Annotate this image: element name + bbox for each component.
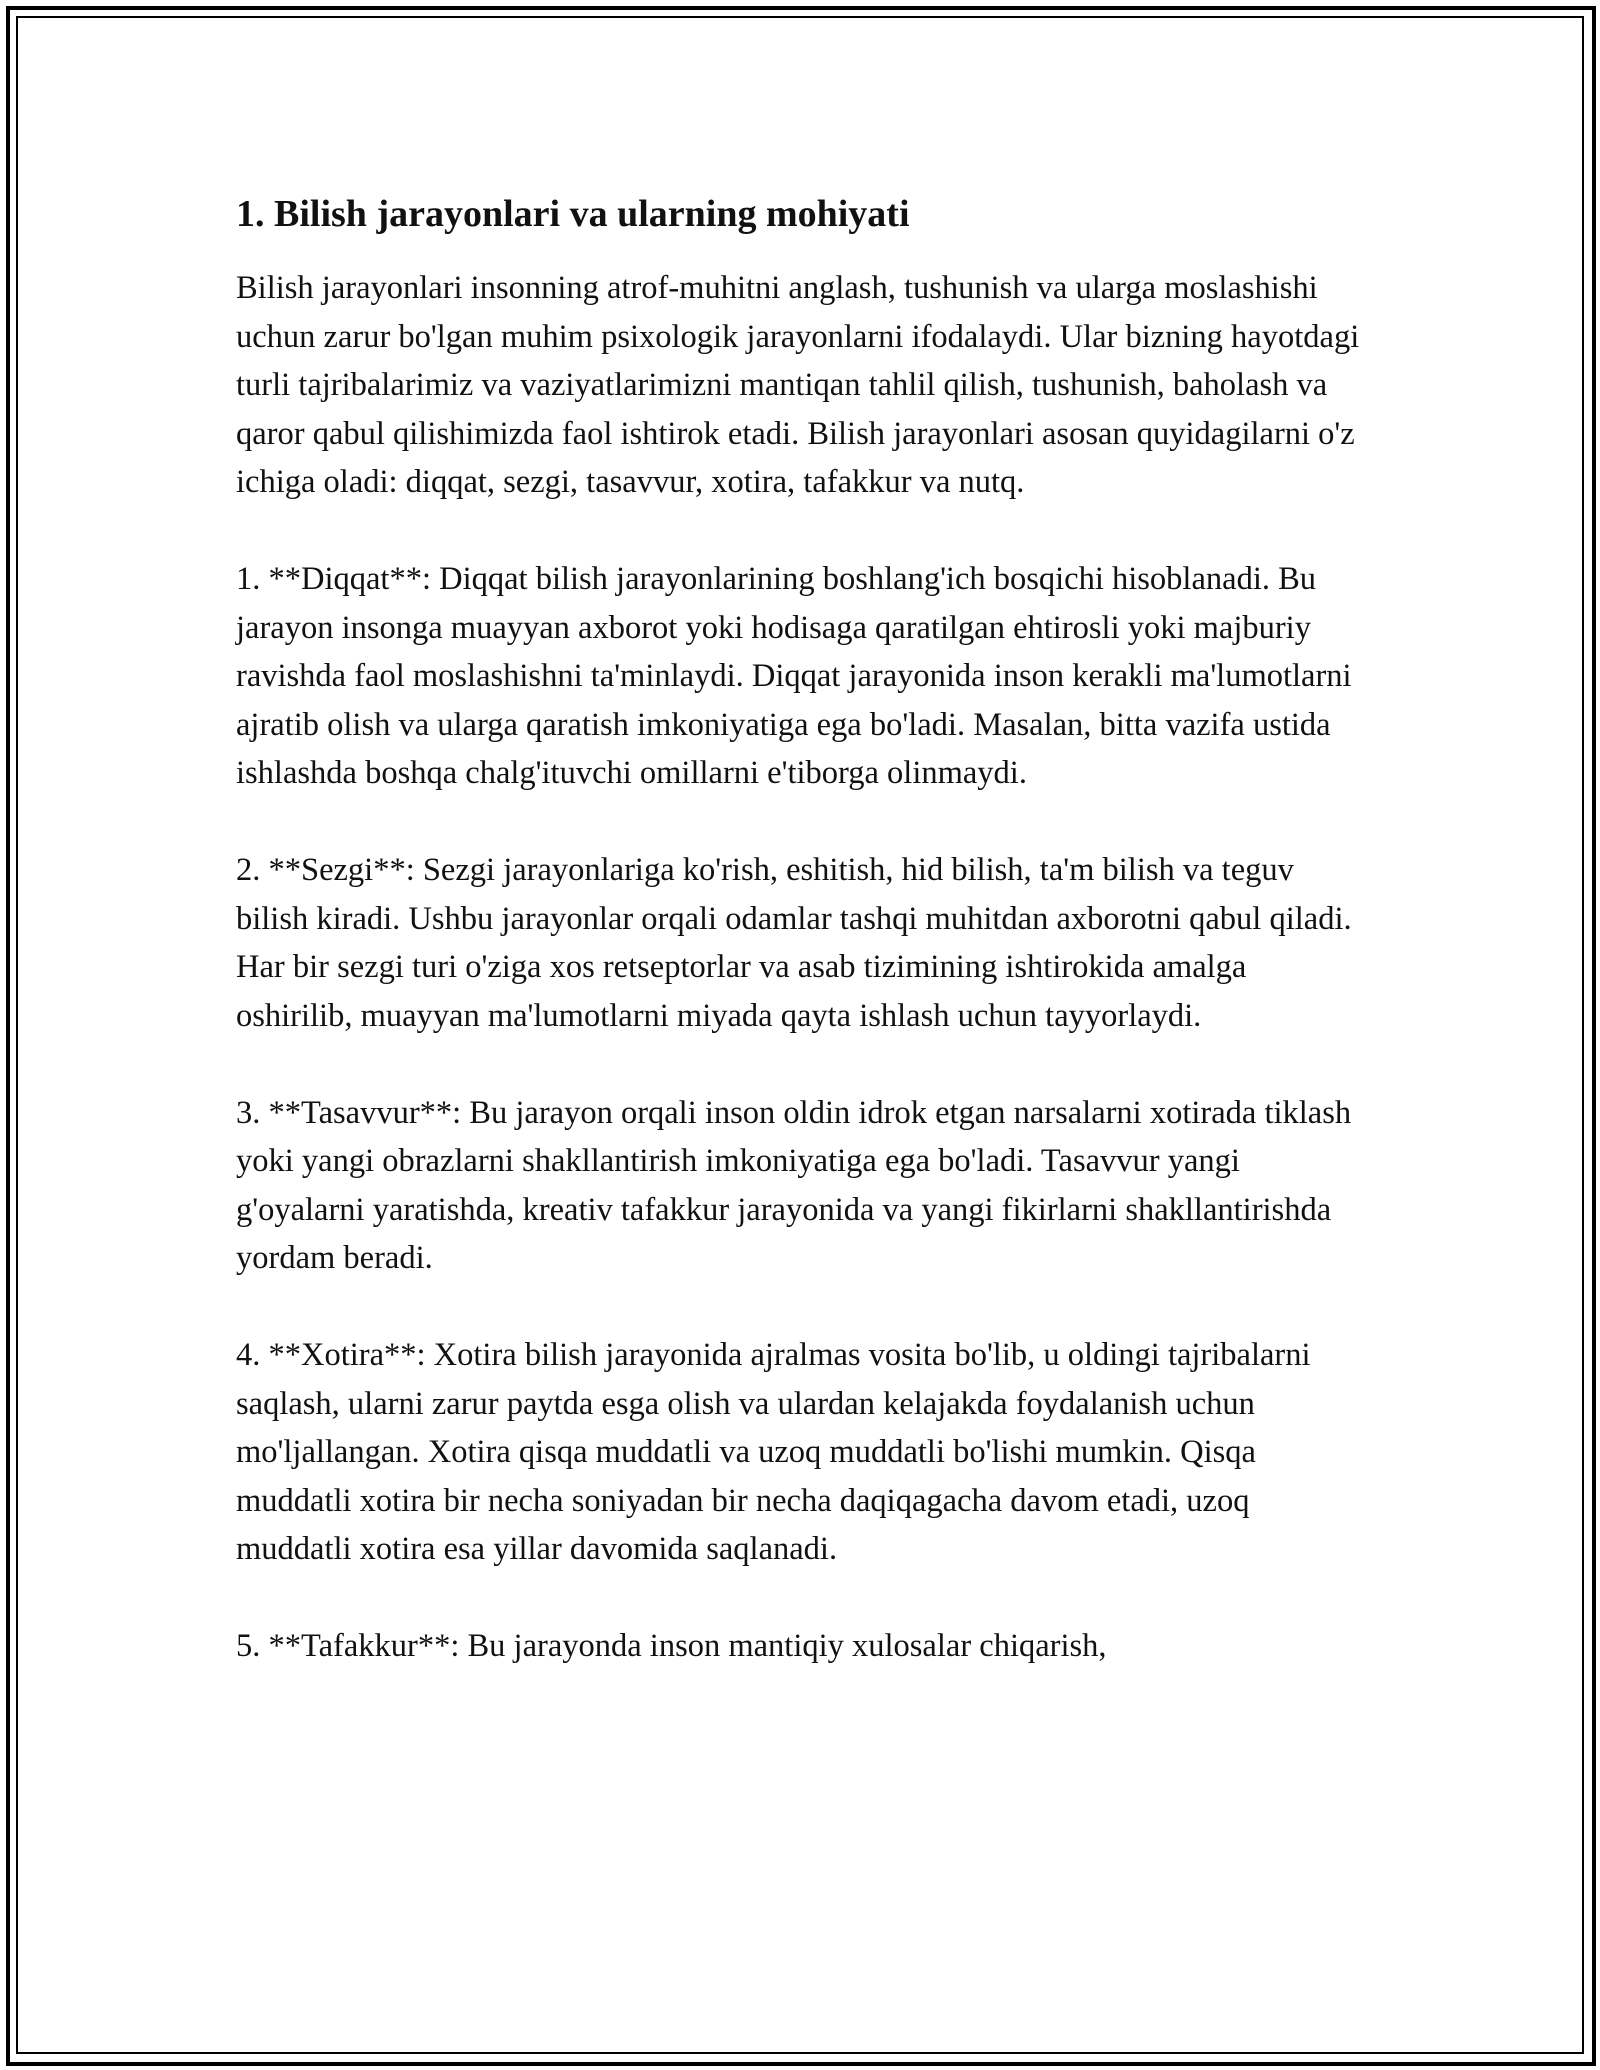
intro-paragraph: Bilish jarayonlari insonning atrof-muhitni anglash, tushunish va ularga moslashishi uchun zarur bo'lgan muhim psixologik jarayonlarni ifodalaydi. Ular bizning hayotdagi turli tajribalarimiz va vaziyatlarimizni mantiqan tahlil qilish, tushunish, baholash va qaror qabul qilishimizda faol ishtirok etadi. Bilish jarayonlari asosan quyidagilarni o'z ichiga oladi: diqqat, sezgi, tasavvur, xotira, tafakkur va nutq.	[236, 270, 1360, 500]
paragraph-tasavvur: 3. **Tasavvur**: Bu jarayon orqali inson oldin idrok etgan narsalarni xotirada tiklash yoki yangi obrazlarni shakllantirish imkoniyatiga ega bo'ladi. Tasavvur yangi g'oyalarni yaratishda, kreativ tafakkur jarayonida va yangi fikirlarni shakllantirishda yordam beradi.	[236, 1094, 1352, 1276]
section-heading: 1. Bilish jarayonlari va ularning mohiyati	[236, 193, 910, 235]
document-body	[236, 186, 1366, 1671]
paragraph-tafakkur: 5. **Tafakkur**: Bu jarayonda inson mantiqiy xulosalar chiqarish,	[236, 1628, 1107, 1664]
paragraph-diqqat: 1. **Diqqat**: Diqqat bilish jarayonlarining boshlang'ich bosqichi hisoblanadi. Bu jarayon insonga muayyan axborot yoki hodisaga qaratilgan ehtirosli yoki majburiy ravishda faol moslashishni ta'minlaydi. Diqqat jarayonida inson kerakli ma'lumotlarni ajratib olish va ularga qaratish imkoniyatiga ega bo'ladi. Masalan, bitta vazifa ustida ishlashda boshqa chalg'ituvchi omillarni e'tiborga olinmaydi.	[236, 561, 1352, 791]
paragraph-xotira: 4. **Xotira**: Xotira bilish jarayonida ajralmas vosita bo'lib, u oldingi tajribalarni saqlash, ularni zarur paytda esga olish va ulardan kelajakda foydalanish uchun mo'ljallangan. Xotira qisqa muddatli va uzoq muddatli bo'lishi mumkin. Qisqa muddatli xotira bir necha soniyadan bir necha daqiqagacha davom etadi, uzoq muddatli xotira esa yillar davomida saqlanadi.	[236, 1337, 1311, 1567]
paragraph-sezgi: 2. **Sezgi**: Sezgi jarayonlariga ko'rish, eshitish, hid bilish, ta'm bilish va teguv bilish kiradi. Ushbu jarayonlar orqali odamlar tashqi muhitdan axborotni qabul qiladi. Har bir sezgi turi o'ziga xos retseptorlar va asab tizimining ishtirokida amalga oshirilib, muayyan ma'lumotlarni miyada qayta ishlash uchun tayyorlaydi.	[236, 852, 1352, 1034]
